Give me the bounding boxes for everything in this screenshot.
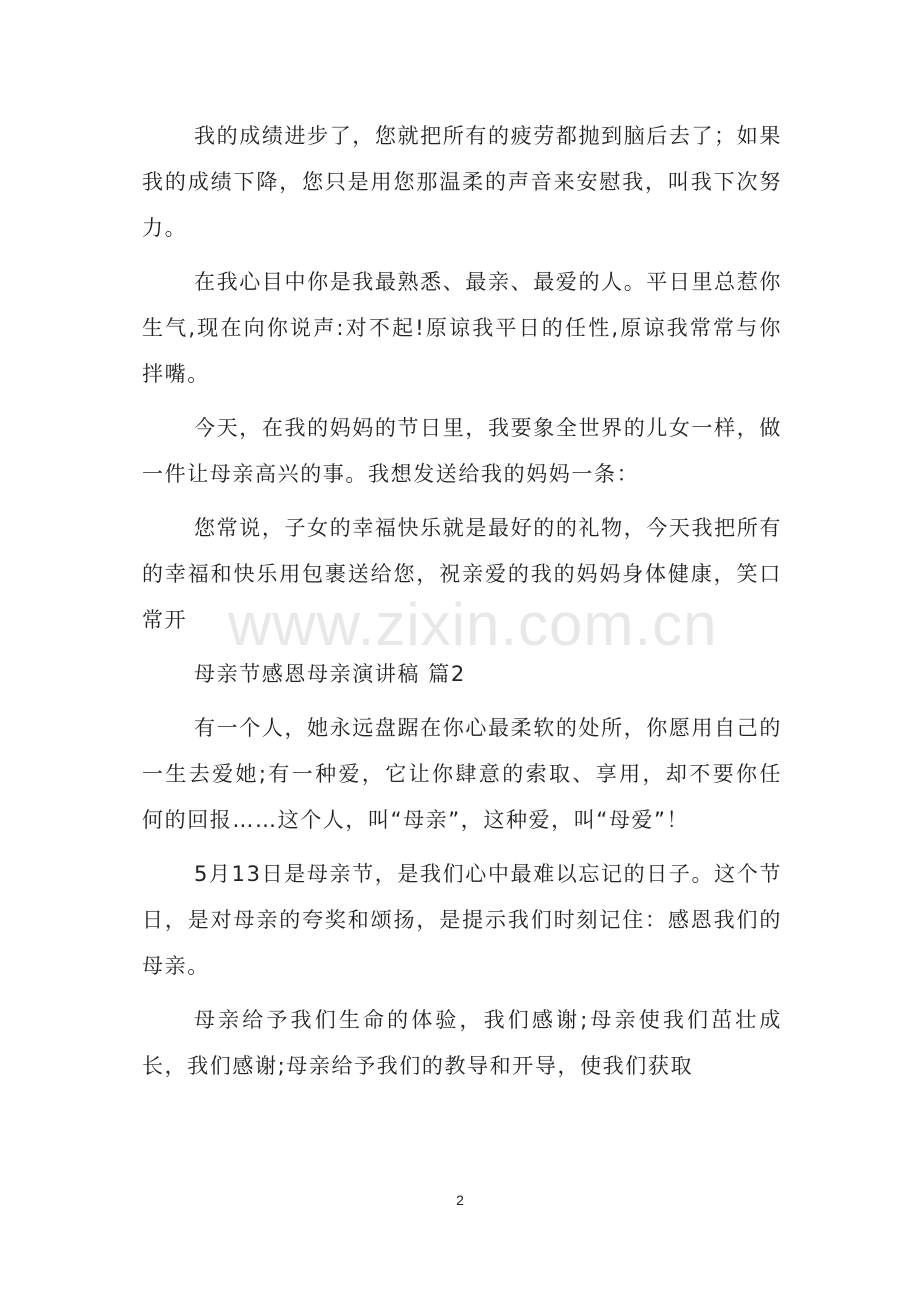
- paragraph: 有一个人，她永远盘踞在你心最柔软的处所，你愿用自己的一生去爱她;有一种爱，它让你肆意的索取、享用，却不要你任何的回报……这个人，叫“母亲”，这种爱，叫“母爱”！: [142, 716, 782, 832]
- paragraph: 5月13日是母亲节，是我们心中最难以忘记的日子。这个节日，是对母亲的夸奖和颂扬，是提示我们时刻记住：感恩我们的母亲。: [142, 862, 782, 978]
- paragraph: 今天，在我的妈妈的节日里，我要象全世界的儿女一样，做一件让母亲高兴的事。我想发送给我的妈妈一条：: [142, 416, 782, 486]
- watermark: www.zixin.com.cn: [228, 591, 718, 658]
- section-heading: 母亲节感恩母亲演讲稿 篇2: [194, 662, 466, 686]
- paragraph: 在我心目中你是我最熟悉、最亲、最爱的人。平日里总惹你生气,现在向你说声:对不起!原谅我平日的任性,原谅我常常与你拌嘴。: [142, 270, 782, 386]
- paragraph: 您常说，子女的幸福快乐就是最好的的礼物，今天我把所有的幸福和快乐用包裹送给您，祝亲爱的我的妈妈身体健康，笑口常开: [142, 516, 782, 632]
- paragraph: 我的成绩进步了，您就把所有的疲劳都抛到脑后去了；如果我的成绩下降，您只是用您那温柔的声音来安慰我，叫我下次努力。: [142, 124, 782, 240]
- paragraph: 母亲给予我们生命的体验，我们感谢;母亲使我们茁壮成长，我们感谢;母亲给予我们的教导和开导，使我们获取: [142, 1008, 782, 1078]
- page-number: 2: [456, 1192, 464, 1208]
- document-body: [142, 113, 782, 1089]
